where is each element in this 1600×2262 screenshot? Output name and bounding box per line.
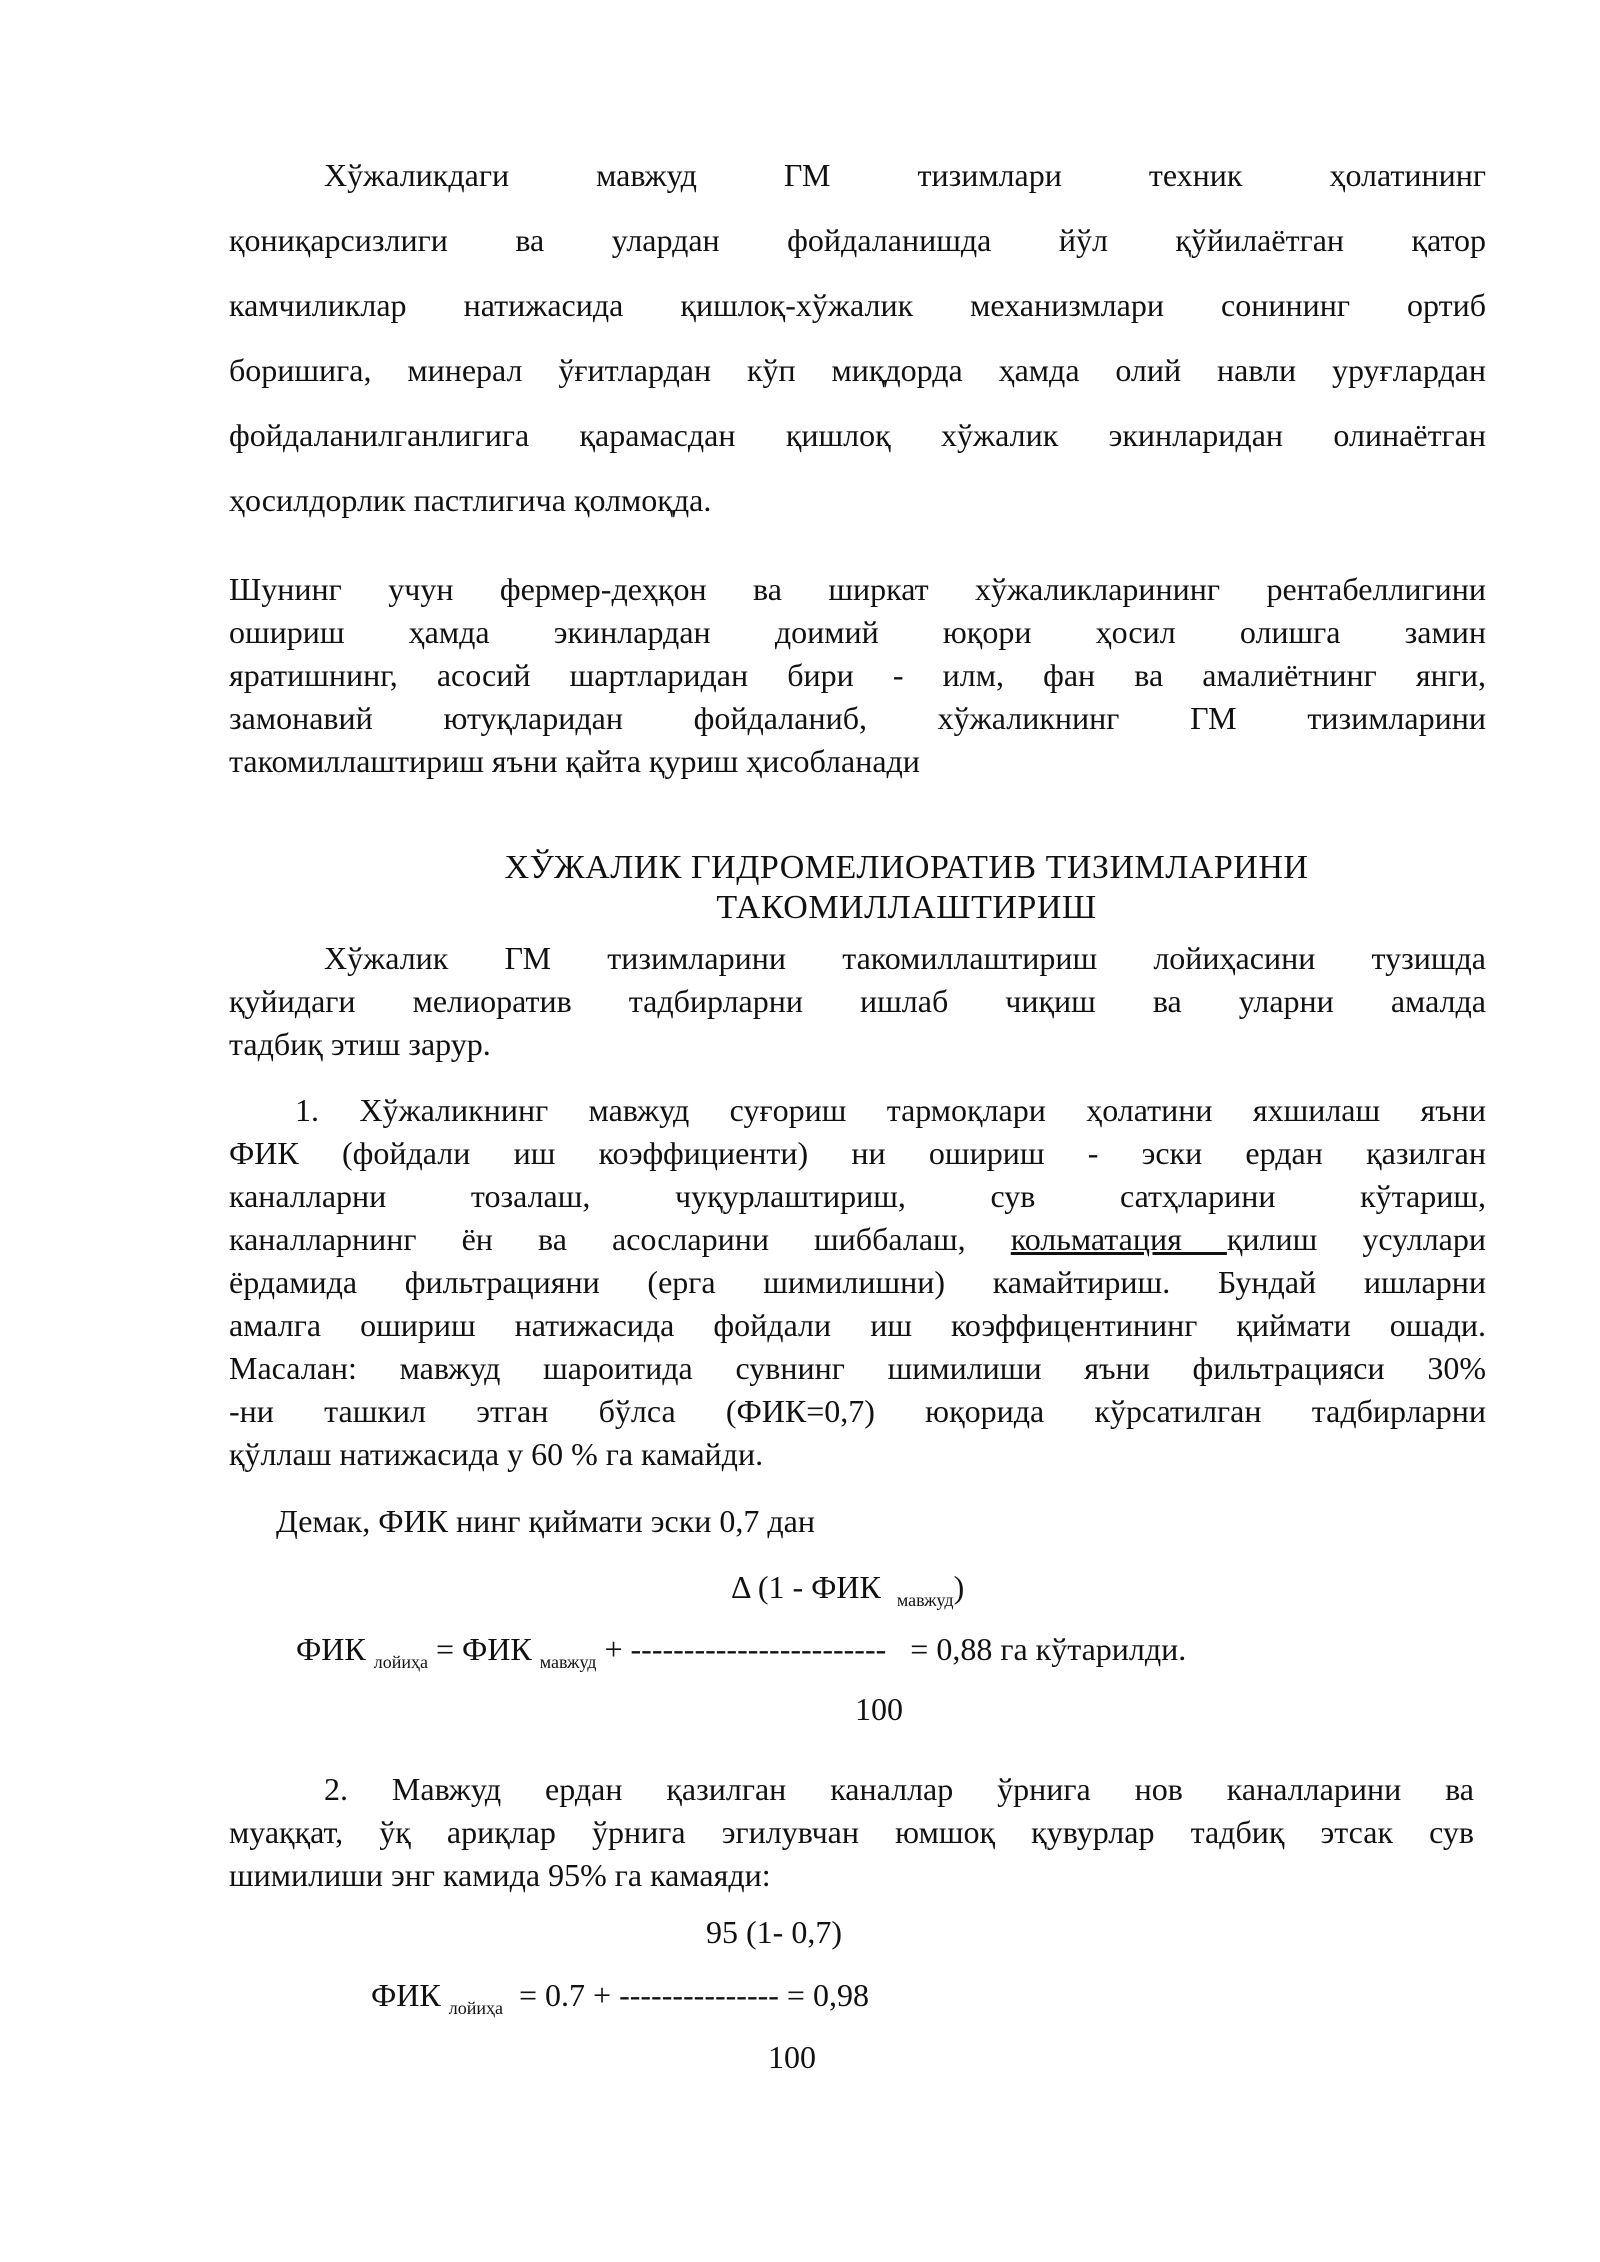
paragraph-line: 1. Хўжаликнинг мавжуд суғориш тармоқлари ҳолатини яхшилаш яъни bbox=[295, 1092, 1486, 1128]
paragraph-line: Шунинг учун фермер-деҳқон ва ширкат хўжаликларининг рентабеллигини bbox=[229, 571, 1486, 607]
formula-1-numerator bbox=[731, 1567, 964, 1612]
formula-text: = 0,88 га кўтарилди. bbox=[910, 1631, 1187, 1667]
paragraph-line: камчиликлар натижасида қишлоқ-хўжалик механизмлари сонининг ортиб bbox=[229, 287, 1486, 323]
formula-1-main bbox=[296, 1629, 1186, 1674]
paragraph-1 bbox=[229, 143, 1486, 533]
paragraph-line: амалга ошириш натижасида фойдали иш коэффицентининг қиймати ошади. bbox=[229, 1307, 1486, 1343]
paragraph-line: боришига, минерал ўғитлардан кўп миқдорда ҳамда олий навли уруғлардан bbox=[229, 352, 1486, 388]
paragraph-line: Хўжаликдаги мавжуд ГМ тизимлари техник ҳолатининг bbox=[324, 157, 1486, 193]
formula-subscript: лойиҳа bbox=[373, 1652, 428, 1672]
paragraph-line: шимилиши энг камида 95% га камаяди: bbox=[229, 1857, 771, 1893]
paragraph-line: 2. Мавжуд ердан қазилган каналлар ўрнига нов каналларини ва bbox=[324, 1771, 1474, 1807]
formula-text: = 0.7 + --------------- = 0,98 bbox=[518, 1977, 869, 2013]
paragraph-line: Масалан: мавжуд шароитида сувнинг шимилиши яъни фильтрацияси 30% bbox=[229, 1350, 1486, 1386]
paragraph-line: ҳосилдорлик пастлигича қолмоқда. bbox=[229, 482, 712, 518]
paragraph-line: фойдаланилганлигига қарамасдан қишлоқ хўжалик экинларидан олинаётган bbox=[229, 417, 1486, 453]
paragraph-line: муаққат, ўқ ариқлар ўрнига эгилувчан юмшоқ қувурлар тадбиқ этсак сув bbox=[229, 1814, 1474, 1850]
paragraph-line: Хўжалик ГМ тизимларини такомиллаштириш лойиҳасини тузишда bbox=[324, 940, 1486, 976]
paragraph-line: яратишнинг, асосий шартларидан бири - илм, фан ва амалиётнинг янги, bbox=[229, 657, 1486, 693]
paragraph-line: ФИК (фойдали иш коэффициенти) ни ошириш - эски ердан қазилган bbox=[229, 1135, 1486, 1171]
underlined-term: кольматация bbox=[1010, 1221, 1227, 1257]
paragraph-line bbox=[229, 1218, 1486, 1261]
formula-subscript: мавжуд bbox=[896, 1590, 954, 1610]
paragraph-line: каналларни тозалаш, чуқурлаштириш, сув сатҳларини кўтариш, bbox=[229, 1178, 1486, 1214]
heading-line: ХЎЖАЛИК ГИДРОМЕЛИОРАТИВ ТИЗИМЛАРИНИ bbox=[504, 849, 1309, 886]
formula-text: ФИК bbox=[296, 1631, 366, 1667]
formula-2-main bbox=[371, 1975, 869, 2020]
formula-text: ) bbox=[953, 1569, 965, 1605]
list-item-1 bbox=[229, 1089, 1486, 1476]
formula-2-denominator: 100 bbox=[768, 2039, 816, 2075]
formula-text: + ------------------------ bbox=[604, 1631, 887, 1667]
paragraph-line: замонавий ютуқларидан фойдаланиб, хўжаликнинг ГМ тизимларини bbox=[229, 700, 1486, 736]
paragraph-line: тадбиқ этиш зарур. bbox=[229, 1026, 491, 1062]
line-text: каналларнинг ён ва асосларини шиббалаш, bbox=[229, 1221, 1011, 1257]
paragraph-line: такомиллаштириш яъни қайта қуриш ҳисобланади bbox=[229, 743, 920, 779]
conclusion-line: Демак, ФИК нинг қиймати эски 0,7 дан bbox=[276, 1503, 815, 1539]
formula-text: Δ (1 - ФИК bbox=[731, 1569, 881, 1605]
formula-subscript: мавжуд bbox=[539, 1652, 597, 1672]
formula-text: ФИК bbox=[371, 1977, 441, 2013]
line-text: қилиш усуллари bbox=[1226, 1221, 1487, 1257]
paragraph-line: -ни ташкил этган бўлса (ФИК=0,7) юқорида кўрсатилган тадбирларни bbox=[229, 1393, 1486, 1429]
section-heading bbox=[229, 848, 1584, 928]
paragraph-3 bbox=[229, 937, 1486, 1066]
paragraph-2 bbox=[229, 568, 1486, 783]
paragraph-line: қониқарсизлиги ва улардан фойдаланишда йўл қўйилаётган қатор bbox=[229, 222, 1486, 258]
formula-subscript: лойиҳа bbox=[448, 1998, 503, 2018]
heading-line: ТАКОМИЛЛАШТИРИШ bbox=[716, 889, 1097, 926]
formula-1-denominator: 100 bbox=[855, 1691, 903, 1727]
paragraph-line: қўллаш натижасида у 60 % га камайди. bbox=[229, 1436, 764, 1472]
formula-text: = ФИК bbox=[435, 1631, 532, 1667]
paragraph-line: қуйидаги мелиоратив тадбирларни ишлаб чиқиш ва уларни амалда bbox=[229, 983, 1486, 1019]
list-item-2 bbox=[229, 1768, 1474, 1897]
paragraph-line: ошириш ҳамда экинлардан доимий юқори ҳосил олишга замин bbox=[229, 614, 1486, 650]
formula-2-numerator: 95 (1- 0,7) bbox=[706, 1914, 842, 1950]
paragraph-line: ёрдамида фильтрацияни (ерга шимилишни) камайтириш. Бундай ишларни bbox=[229, 1264, 1486, 1300]
